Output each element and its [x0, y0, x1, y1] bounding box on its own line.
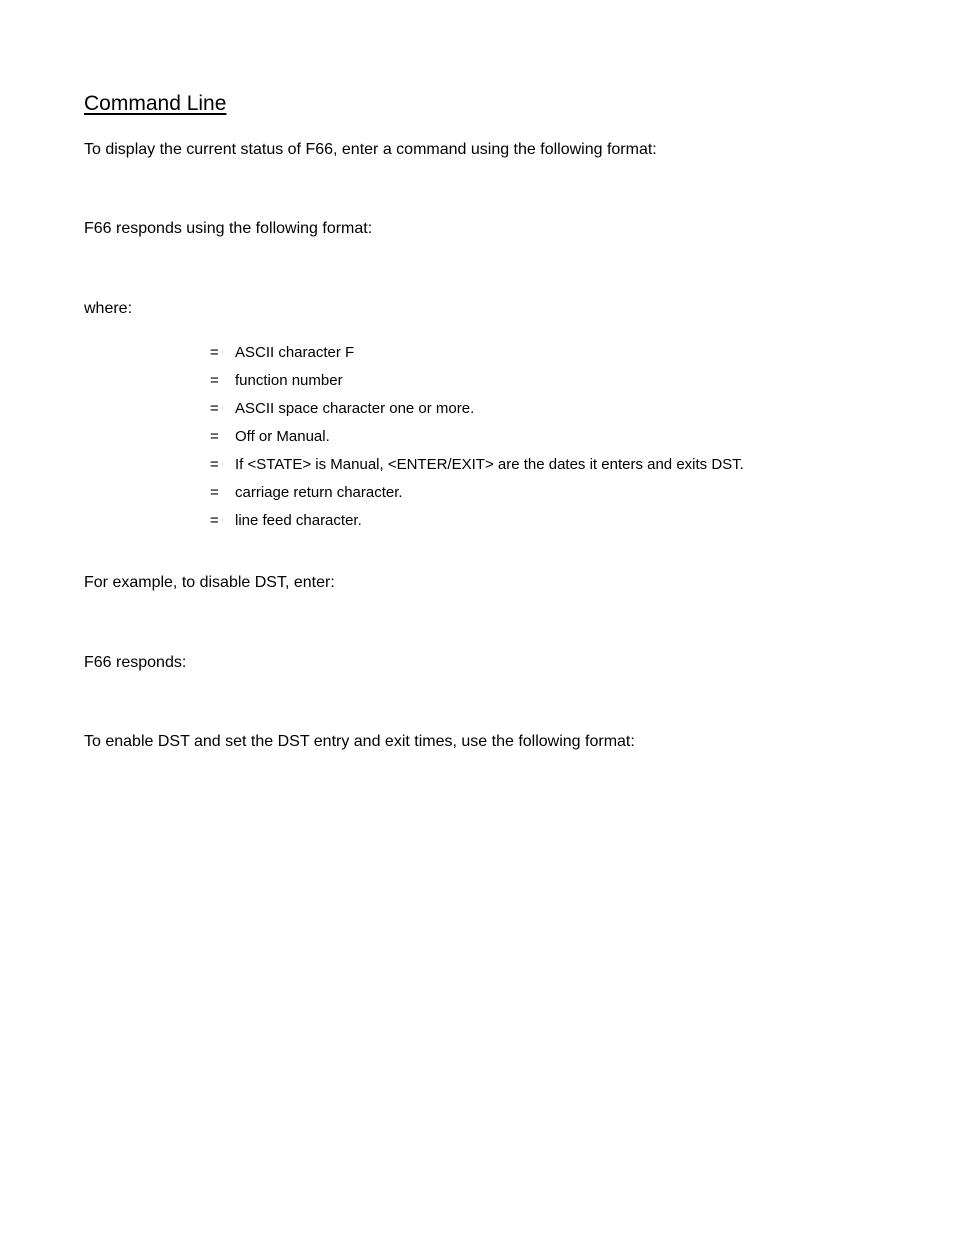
definition-item-line-feed: [208, 511, 744, 539]
example-disable-paragraph: For example, to disable DST, enter:: [84, 574, 335, 591]
intro-paragraph: To display the current status of F66, enter a command using the following format:: [84, 141, 657, 158]
responds-paragraph: F66 responds:: [84, 654, 187, 671]
equals-sign: =: [210, 512, 219, 529]
where-label: where:: [84, 300, 133, 317]
equals-sign: =: [210, 484, 219, 501]
definition-text: function number: [235, 372, 343, 389]
definition-text: If <STATE> is Manual, <ENTER/EXIT> are the dates it enters and exits DST.: [235, 456, 744, 473]
definition-item-state: [208, 427, 744, 455]
definition-item-carriage-return: [208, 483, 744, 511]
definition-text: line feed character.: [235, 512, 362, 529]
equals-sign: =: [210, 428, 219, 445]
definition-list: [208, 343, 744, 539]
equals-sign: =: [210, 372, 219, 389]
equals-sign: =: [210, 400, 219, 417]
responds-format-paragraph: F66 responds using the following format:: [84, 220, 373, 237]
equals-sign: =: [210, 344, 219, 361]
definition-text: carriage return character.: [235, 484, 403, 501]
enable-dst-paragraph: To enable DST and set the DST entry and exit times, use the following format:: [84, 733, 635, 750]
definition-text: ASCII space character one or more.: [235, 400, 475, 417]
definition-item-ascii-f: [208, 343, 744, 371]
section-title: Command Line: [84, 92, 227, 115]
definition-item-space: [208, 399, 744, 427]
definition-item-enter-exit: [208, 455, 744, 483]
equals-sign: =: [210, 456, 219, 473]
definition-text: Off or Manual.: [235, 428, 330, 445]
definition-item-function-number: [208, 371, 744, 399]
definition-text: ASCII character F: [235, 344, 355, 361]
